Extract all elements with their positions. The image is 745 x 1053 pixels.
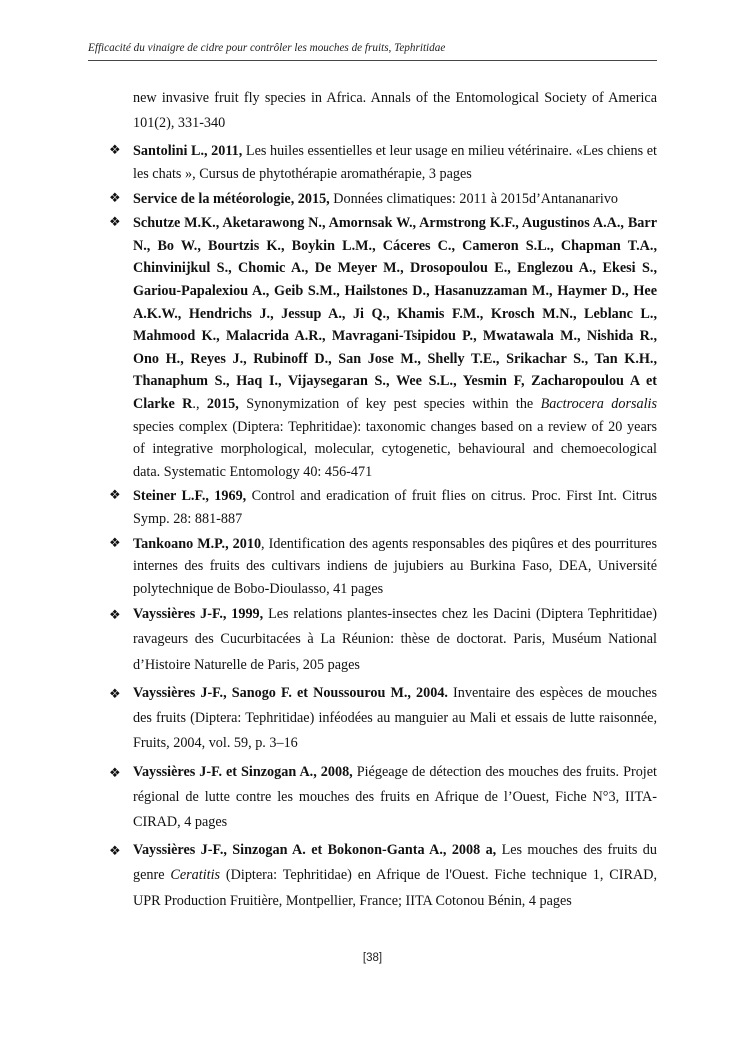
reference-text: Les huiles essentielles et leur usage en milieu vétérinaire. «Les chiens et les chats », Cursus de phytothérapie aromathérapie, 3 pages xyxy=(133,143,657,182)
running-header: Efficacité du vinaigre de cidre pour contrôler les mouches de fruits, Tephritidae xyxy=(88,42,446,54)
genus-name: Ceratitis xyxy=(170,867,221,884)
reference-text-continued: species complex (Diptera: Tephritidae): taxonomic changes based on a review of 20 years of integrative morphological, molecular, cytogenetic, behavioural and chemoecological data. Systematic Entomology 40: 456-471 xyxy=(133,418,657,480)
species-name: Bactrocera dorsalis xyxy=(540,395,658,412)
reference-item xyxy=(88,602,657,678)
diamond-bullet-icon: ❖ xyxy=(109,686,121,702)
diamond-bullet-icon: ❖ xyxy=(109,215,121,231)
reference-continuation xyxy=(88,86,657,136)
diamond-bullet-icon: ❖ xyxy=(109,143,121,159)
reference-authors: Service de la météorologie, 2015, xyxy=(133,190,330,207)
reference-text: Les mouches des fruits du genre xyxy=(133,842,657,884)
reference-item xyxy=(88,140,657,185)
diamond-bullet-icon: ❖ xyxy=(109,844,121,860)
reference-authors: Vayssières J-F. et Sinzogan A., 2008, xyxy=(133,763,353,780)
reference-text: Synonymization of key pest species within the xyxy=(238,395,541,412)
reference-authors: Steiner L.F., 1969, xyxy=(133,488,247,505)
page-number: [38] xyxy=(362,952,383,964)
reference-authors: Vayssières J-F., Sanogo F. et Noussourou M., 2004. xyxy=(133,684,448,701)
reference-authors: Tankoano M.P., 2010 xyxy=(133,535,262,552)
diamond-bullet-icon: ❖ xyxy=(109,765,121,781)
reference-separator: ., xyxy=(192,395,207,412)
reference-text: Piégeage de détection des mouches des fruits. Projet régional de lutte contre les mouches des fruits en Afrique de l’Ouest, Fiche N°3, IITA-CIRAD, 4 pages xyxy=(133,763,657,830)
reference-year: 2015, xyxy=(206,395,239,412)
reference-item xyxy=(88,212,657,483)
reference-item xyxy=(88,681,657,757)
reference-text: Control and eradication of fruit flies on citrus. Proc. First Int. Citrus Symp. 28: 881-887 xyxy=(133,488,657,527)
reference-text-continued: (Diptera: Tephritidae) en Afrique de l'Ouest. Fiche technique 1, CIRAD, UPR Production Fruitière, Montpellier, France; IITA Cotonou Bénin, 4 pages xyxy=(133,867,657,909)
reference-authors: Schutze M.K., Aketarawong N., Amornsak W., Armstrong K.F., Augustinos A.A., Barr N., Bo W., Bourtzis K., Boykin L.M., Cáceres C., Cameron S.L., Chapman T.A., Chinvinijkul S., Chomic A., De Meyer M., Drosopoulou E., Englezou A., Ekesi S., Gariou-Papalexiou A., Geib S.M., Hailstones D., Hasanuzzaman M., Haymer D., Hee A.K.W., Hendrichs J., Jessup A., Ji Q., Khamis F.M., Krosch M.N., Leblanc L., Mahmood K., Malacrida A.R., Mavragani-Tsipidou P., Mwatawala M., Nishida R., Ono H., Reyes J., Rubinoff D., San Jose M., Shelly T.E., Srikachar S., Tan K.H., Thanaphum S., Haq I., Vijaysegaran S., Wee S.L., Yesmin F, Zacharopoulou A et Clarke R xyxy=(133,215,657,412)
diamond-bullet-icon: ❖ xyxy=(109,608,121,624)
reference-authors: Vayssières J-F., Sinzogan A. et Bokonon-Ganta A., 2008 a, xyxy=(133,842,497,859)
reference-item xyxy=(88,760,657,836)
italic-comma: , xyxy=(166,735,170,752)
reference-item xyxy=(88,188,657,211)
diamond-bullet-icon: ❖ xyxy=(109,488,121,504)
reference-text: Les relations plantes-insectes chez les Dacini (Diptera Tephritidae) ravageurs des Cucurbitacées à La Réunion: thèse de doctorat. Paris, Muséum National d’Histoire Naturelle de Paris, 205 pages xyxy=(133,606,657,673)
reference-item xyxy=(88,838,657,914)
reference-text: , Identification des agents responsables des piqûres et des pourritures internes des fruits des cultivars indiens de jujubiers au Burkina Faso, DEA, Université polytechnique de Bobo-Dioulasso, 41 pages xyxy=(133,535,658,597)
reference-item xyxy=(88,485,657,530)
reference-text-continued: 2004, vol. 59, p. 3–16 xyxy=(169,735,298,752)
diamond-bullet-icon: ❖ xyxy=(109,190,121,206)
reference-authors: Santolini L., 2011, xyxy=(133,143,243,160)
reference-item xyxy=(88,533,657,601)
reference-list xyxy=(88,86,657,917)
continuation-text: new invasive fruit fly species in Africa. Annals of the Entomological Society of America 101(2), 331-340 xyxy=(133,90,657,132)
reference-text: Données climatiques: 2011 à 2015d’Antananarivo xyxy=(329,190,619,207)
header-rule xyxy=(88,60,657,61)
reference-authors: Vayssières J-F., 1999, xyxy=(133,606,264,623)
diamond-bullet-icon: ❖ xyxy=(109,535,121,551)
reference-text: Inventaire des espèces de mouches des fruits (Diptera: Tephritidae) inféodées au manguier au Mali et essais de lutte raisonnée, Fruits xyxy=(133,684,657,752)
